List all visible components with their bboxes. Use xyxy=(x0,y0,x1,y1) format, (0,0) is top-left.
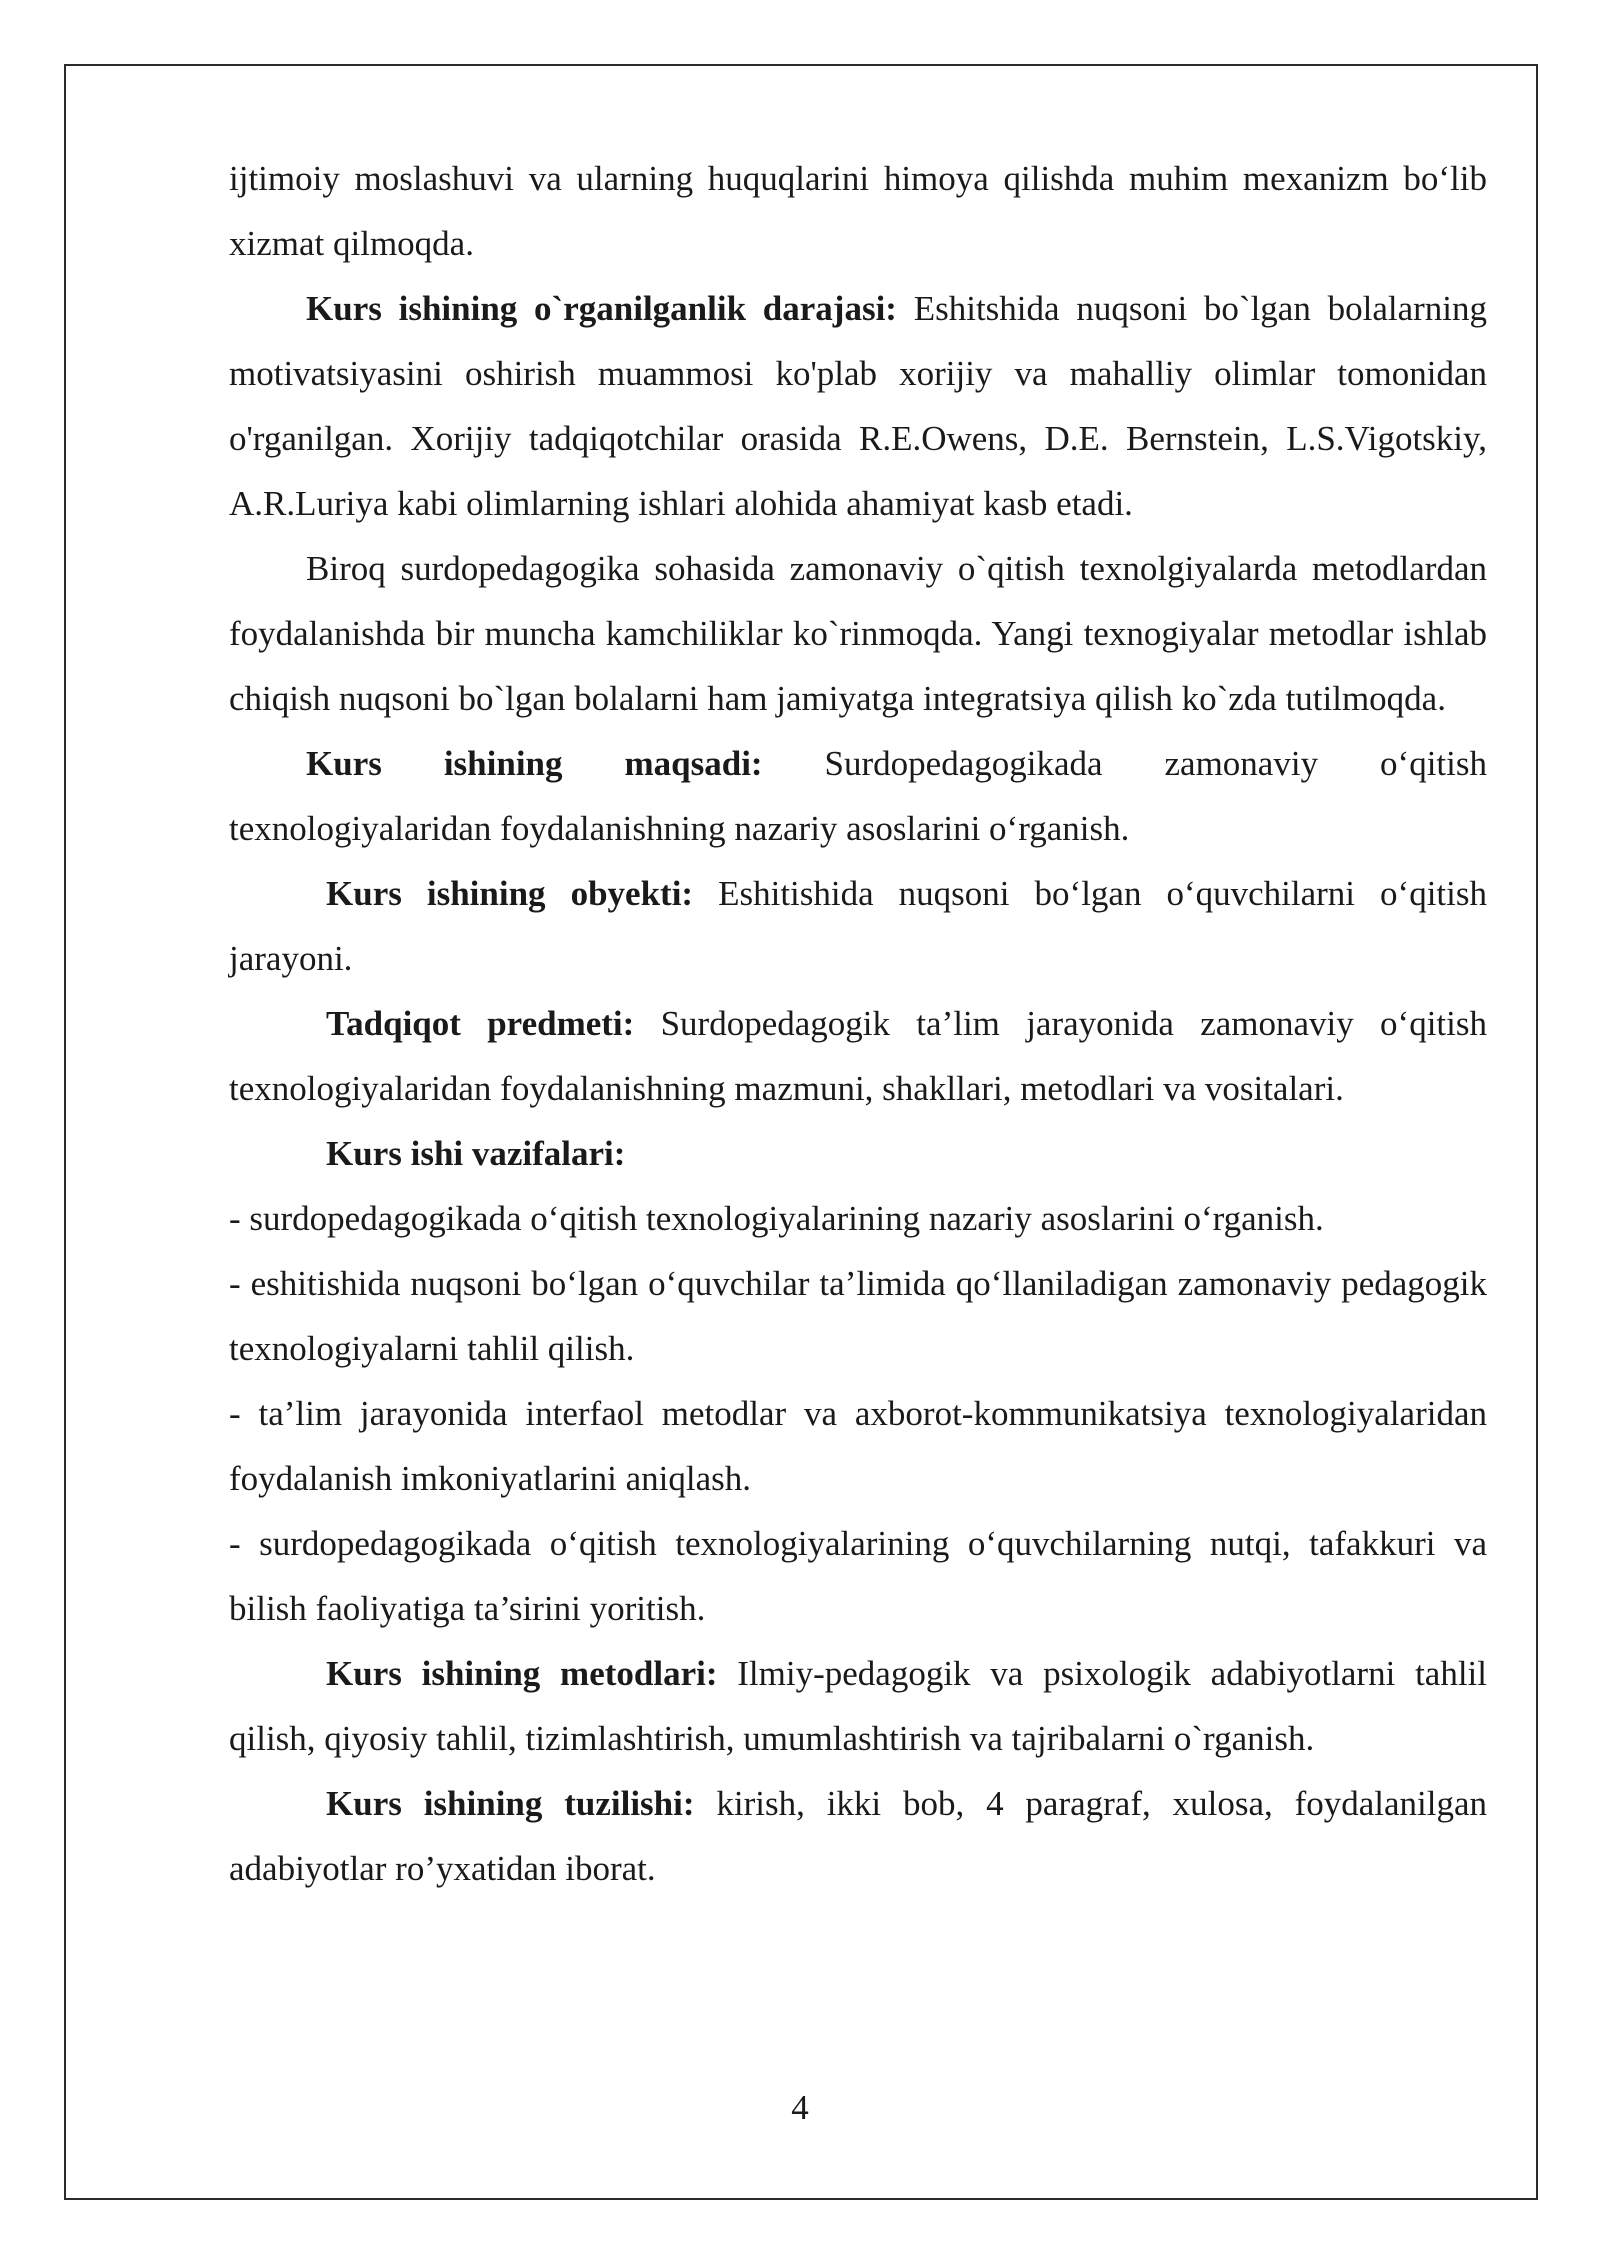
page-number: 4 xyxy=(791,2088,809,2127)
task-item: - ta’lim jarayonida interfaol metodlar va axborot-kommunikatsiya texnologiyalaridan foydalanish imkoniyatlarini aniqlash. xyxy=(229,1394,1487,1498)
research-level-text: Eshitshida nuqsoni bo`lgan bolalarning motivatsiyasini oshirish muammosi ko'plab xorijiy va mahalliy olimlar tomonidan o'rganilgan. Xorijiy tadqiqotchilar orasida R.E.Owens, D.E. Bernstein, L.S.Vigotskiy, A.R.Luriya kabi olimlarning ishlari alohida ahamiyat kasb etadi. xyxy=(229,289,1488,523)
paragraph-goal xyxy=(229,731,1487,861)
goal-text: Surdopedagogikada zamonaviy o‘qitish texnologiyalaridan foydalanishning nazariy asoslarini o‘rganish. xyxy=(229,744,1487,848)
paragraph-methods xyxy=(229,1641,1487,1771)
paragraph-subject xyxy=(229,991,1487,1121)
paragraph-object xyxy=(229,861,1487,991)
tasks-heading: Kurs ishi vazifalari: xyxy=(326,1134,626,1173)
task-item: - surdopedagogikada o‘qitish texnologiyalarining o‘quvchilarning nutqi, tafakkuri va bilish faoliyatiga ta’sirini yoritish. xyxy=(229,1524,1487,1628)
subject-heading: Tadqiqot predmeti: xyxy=(326,1004,635,1043)
object-heading: Kurs ishining obyekti: xyxy=(326,874,694,913)
methods-heading: Kurs ishining metodlari: xyxy=(326,1654,718,1693)
goal-heading: Kurs ishining maqsadi: xyxy=(306,744,763,783)
research-level-heading: Kurs ishining o`rganilganlik darajasi: xyxy=(306,289,897,328)
paragraph-shortcomings: Biroq surdopedagogika sohasida zamonaviy o`qitish texnolgiyalarda metodlardan foydalanishda bir muncha kamchiliklar ko`rinmoqda. Yangi texnogiyalar metodlar ishlab chiqish nuqsoni bo`lgan bolalarni ham jamiyatga integratsiya qilish ko`zda tutilmoqda. xyxy=(229,549,1487,718)
object-text: Eshitishida nuqsoni bo‘lgan o‘quvchilarni o‘qitish jarayoni. xyxy=(229,874,1487,978)
task-item: - surdopedagogikada o‘qitish texnologiyalarining nazariy asoslarini o‘rganish. xyxy=(229,1199,1324,1238)
paragraph-continuation: ijtimoiy moslashuvi va ularning huquqlarini himoya qilishda muhim mexanizm bo‘lib xizmat qilmoqda. xyxy=(229,159,1487,263)
structure-text: kirish, ikki bob, 4 paragraf, xulosa, foydalanilgan adabiyotlar ro’yxatidan iborat. xyxy=(229,1784,1488,1888)
paragraph-research-level xyxy=(229,276,1487,536)
task-item: - eshitishida nuqsoni bo‘lgan o‘quvchilar ta’limida qo‘llaniladigan zamonaviy pedagogik texnologiyalarni tahlil qilish. xyxy=(229,1264,1487,1368)
document-body xyxy=(229,146,1487,1901)
methods-text: Ilmiy-pedagogik va psixologik adabiyotlarni tahlil qilish, qiyosiy tahlil, tizimlashtirish, umumlashtirish va tajribalarni o`rganish. xyxy=(229,1654,1488,1758)
subject-text: Surdopedagogik ta’lim jarayonida zamonaviy o‘qitish texnologiyalaridan foydalanishning mazmuni, shakllari, metodlari va vositalari. xyxy=(229,1004,1487,1108)
paragraph-structure xyxy=(229,1771,1487,1901)
paragraph-tasks-heading xyxy=(229,1121,1487,1186)
structure-heading: Kurs ishining tuzilishi: xyxy=(326,1784,695,1823)
